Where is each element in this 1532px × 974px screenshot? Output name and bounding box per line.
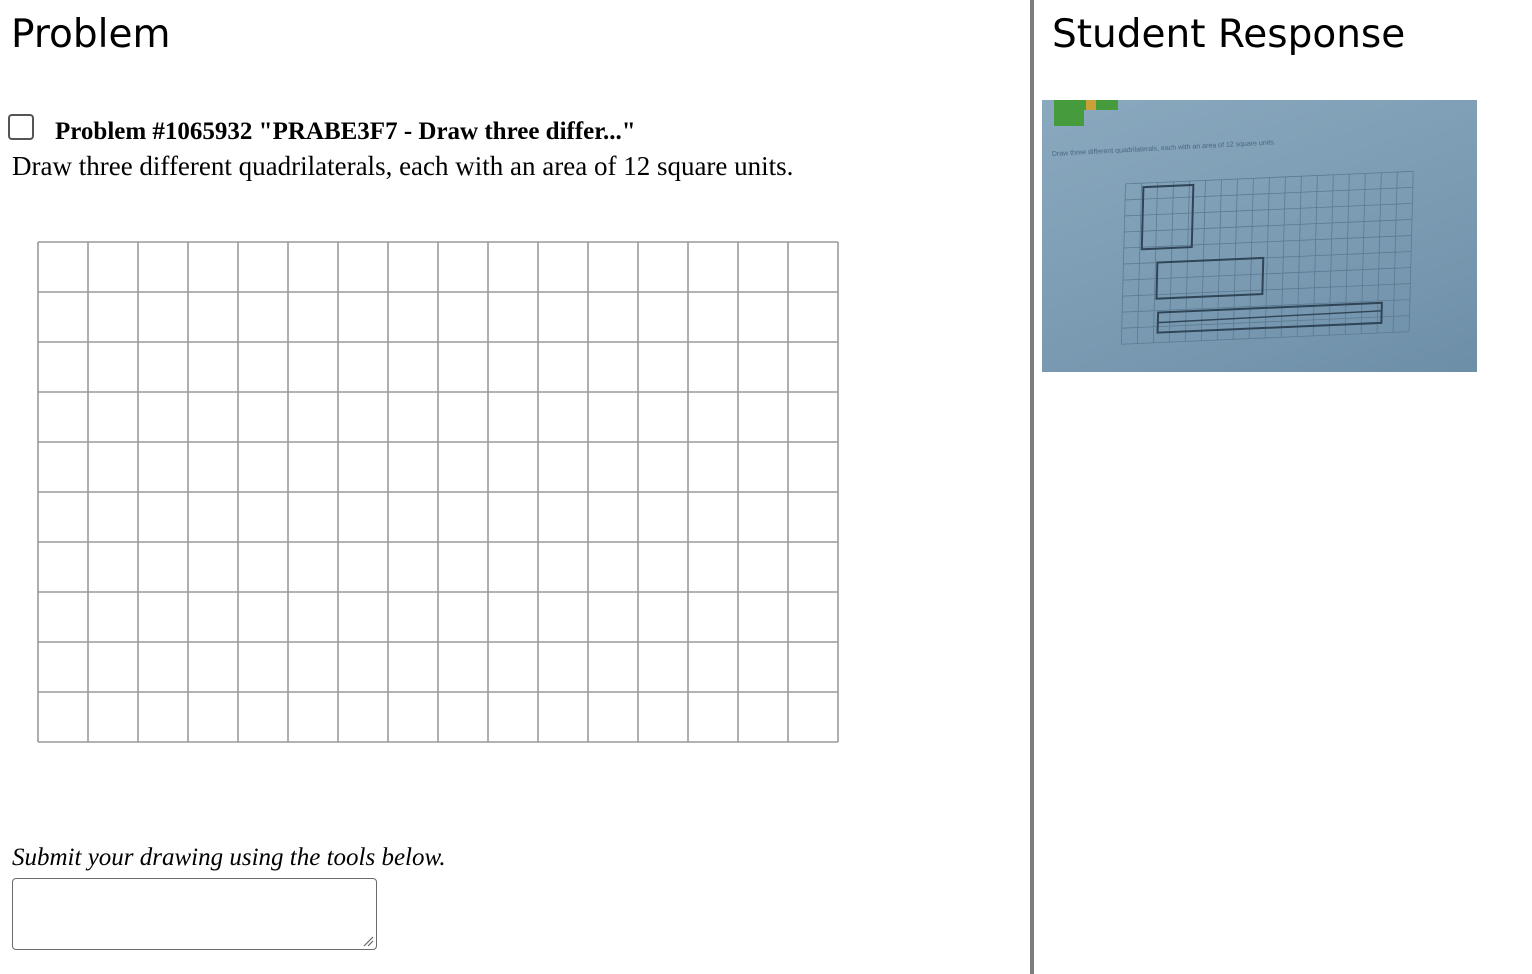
student-response-panel <box>1034 0 1532 974</box>
problem-heading: Problem <box>11 12 171 57</box>
photo-printed-prompt: Draw three different quadrilaterals, each with an area of 12 square units. <box>1051 139 1276 158</box>
orange-sticker <box>1086 100 1096 110</box>
drawing-response-input[interactable] <box>12 878 377 950</box>
submit-instructions: Submit your drawing using the tools below. <box>12 844 446 871</box>
problem-text: Draw three different quadrilaterals, each with an area of 12 square units. <box>12 151 794 181</box>
problem-checkbox[interactable] <box>8 114 34 140</box>
student-square-shape <box>1142 185 1194 249</box>
student-drawing-image <box>1042 100 1477 372</box>
student-response-heading: Student Response <box>1052 12 1406 57</box>
green-sticker <box>1054 100 1084 126</box>
student-response-photo[interactable] <box>1042 100 1477 372</box>
resize-grip-icon[interactable] <box>362 935 374 947</box>
problem-title: Problem #1065932 "PRABE3F7 - Draw three differ..." <box>55 118 636 145</box>
student-long-rectangle-shape <box>1158 303 1382 333</box>
student-long-rectangle-divider <box>1158 311 1382 323</box>
graph-paper-grid <box>36 240 840 746</box>
photo-graph-grid <box>1121 171 1413 344</box>
